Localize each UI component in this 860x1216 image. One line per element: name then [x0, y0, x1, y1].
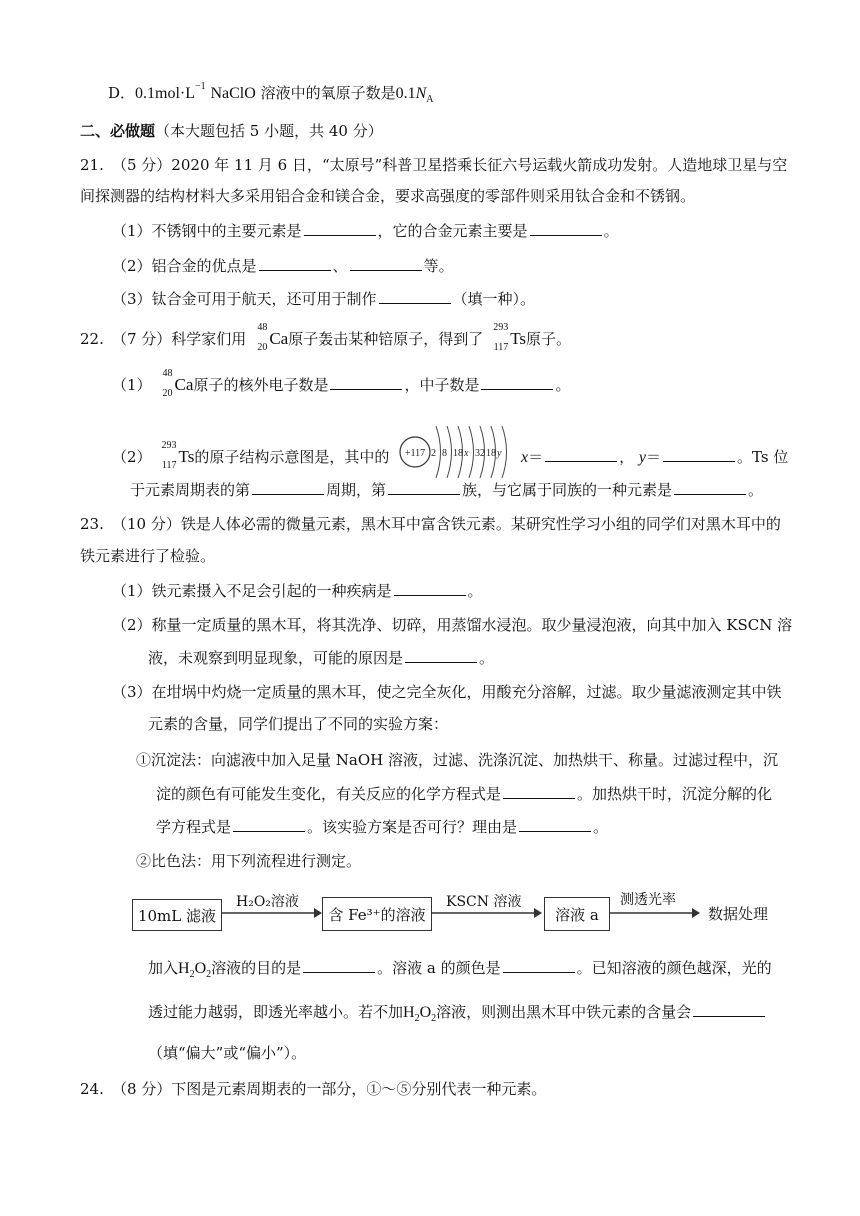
q23-p3-text: （3）在坩埚中灼烧一定质量的黑木耳，使之完全灰化，用酸充分溶解，过滤。取少量滤液测定其中铁	[112, 683, 782, 701]
avogadro-symbol: N	[415, 85, 427, 102]
arrow-icon	[432, 906, 542, 920]
answer-blank[interactable]	[259, 256, 331, 271]
answer-blank[interactable]	[503, 784, 575, 799]
q22-stem-text: （7 分）科学家们用	[112, 330, 247, 348]
answer-blank[interactable]	[379, 289, 451, 304]
q22-part1	[112, 368, 571, 399]
q21-part1	[112, 221, 619, 241]
q21-p3-end: （填一种）。	[452, 290, 536, 308]
flow-box-solution-a	[544, 897, 610, 931]
q23-part2-line2	[148, 648, 494, 668]
q21-part2	[112, 256, 454, 276]
q23-m2-text: ②比色法：用下列流程进行测定。	[136, 852, 362, 870]
h: H	[403, 1004, 415, 1021]
q23-a-text3: 。溶液 a 的颜色是	[377, 959, 501, 977]
calcium-nuclide	[152, 368, 174, 399]
answer-blank[interactable]	[388, 480, 460, 495]
h2o2-formula	[403, 1004, 437, 1025]
q22-p2-text4: 周期，第	[326, 481, 387, 499]
q23-stem-text: （10 分）铁是人体必需的微量元素，黑木耳中富含铁元素。某研究性学习小组的同学们对黑木耳中的	[112, 515, 781, 533]
element-symbol: Ca	[269, 329, 289, 348]
electron-shell-arc	[447, 426, 452, 478]
q21-p1-text2: ，它的合金元素主要是	[377, 222, 528, 240]
mass-number: 48	[162, 368, 173, 379]
answer-blank[interactable]	[252, 480, 324, 495]
q23-a-text: 加入	[148, 959, 179, 977]
arrow-label: H₂O₂溶液	[236, 894, 299, 910]
concentration: 0.1mol·L	[135, 85, 196, 102]
electron-shell-arc	[469, 426, 474, 478]
flow-box-filtrate	[132, 899, 222, 931]
sub2: 2	[189, 969, 195, 981]
answer-blank[interactable]	[503, 958, 575, 973]
q23-m1-text5: 。该实验方案是否可行？理由是	[307, 818, 518, 836]
variable-y: y	[638, 449, 646, 466]
q21-part3	[112, 289, 535, 309]
q22-part2-cont	[130, 480, 763, 500]
shell-electron-count: y	[497, 448, 502, 459]
section-title	[80, 121, 383, 141]
answer-blank[interactable]	[481, 375, 553, 390]
q23-method1-line1	[136, 750, 778, 770]
element-symbol: Ts	[510, 329, 527, 348]
q22-p2-text2: 。Ts 位	[737, 448, 789, 466]
arrow-label: KSCN 溶液	[446, 894, 522, 910]
q23-m1-text2: 淀的颜色有可能发生变化，有关反应的化学方程式是	[156, 785, 502, 803]
option-label: D．	[108, 84, 136, 102]
q24-stem	[80, 1079, 546, 1099]
tennessine-nuclide	[483, 322, 509, 353]
q23-part2-line1	[112, 615, 792, 635]
shell-electron-count: 2	[431, 448, 437, 459]
shell-electron-count: 18	[486, 448, 497, 459]
answer-blank[interactable]	[303, 958, 375, 973]
q22-part2	[112, 420, 788, 484]
atomic-number: 20	[257, 342, 268, 353]
shell-electron-count: 18	[453, 448, 464, 459]
q23-a-text4: 。已知溶液的颜色越深，光的	[576, 959, 772, 977]
shell-electron-count: 32	[475, 448, 486, 459]
comma: ，	[619, 448, 635, 466]
equals-sign: ＝	[645, 448, 661, 466]
q23-method2	[136, 851, 361, 871]
q23-part3-line1	[112, 682, 782, 702]
q23-method1-line2	[156, 784, 772, 804]
flow-box-label: 10mL 滤液	[137, 906, 217, 925]
q22-p2-text: 的原子结构示意图是，其中的	[194, 448, 390, 466]
tennessine-nuclide	[152, 440, 178, 471]
h2o2-formula	[178, 960, 212, 981]
section-heading: 二、必做题	[80, 122, 156, 140]
shell-electron-count: x	[464, 448, 469, 459]
calcium-nuclide	[246, 322, 268, 353]
atomic-number: 20	[162, 388, 173, 399]
q21-stem-text: （5 分）2020 年 11 月 6 日，“太原号”科普卫星搭乘长征六号运载火箭成功发射。人造地球卫星与空	[112, 156, 788, 174]
q22-p2-text3: 于元素周期表的第	[130, 481, 251, 499]
avogadro-subscript: A	[426, 94, 434, 105]
sub2: 2	[414, 1013, 420, 1025]
mass-number: 293	[493, 322, 509, 333]
q22-p1-label: （1）	[112, 376, 152, 394]
q22-p1-end: 。	[555, 376, 571, 394]
q21-stem-line1	[80, 155, 787, 175]
option-text: 溶液中的氧原子数是	[260, 84, 396, 102]
q23-answer-line1	[148, 958, 772, 985]
sub2: 2	[206, 969, 212, 981]
arrow-label: 测透光率	[620, 892, 676, 908]
shell-electron-count: 8	[442, 448, 448, 459]
answer-blank[interactable]	[545, 447, 617, 462]
q21-p3-text: （3）钛合金可用于航天，还可用于制作	[112, 290, 377, 308]
answer-blank[interactable]	[233, 817, 305, 832]
q21-p1-end: 。	[603, 222, 619, 240]
o: O	[419, 1004, 432, 1021]
q23-m1-text3: 。加热烘干时，沉淀分解的化	[577, 785, 773, 803]
answer-blank[interactable]	[394, 581, 466, 596]
q22-p1-text2: ，中子数是	[404, 376, 480, 394]
answer-blank[interactable]	[304, 221, 376, 236]
h: H	[178, 960, 190, 977]
question-number: 22.	[80, 330, 104, 348]
question-number: 23.	[80, 515, 104, 533]
q23-m1-text4: 学方程式是	[156, 818, 232, 836]
question-number: 24.	[80, 1080, 104, 1098]
equals-sign: ＝	[528, 448, 544, 466]
formula: NaClO	[210, 85, 256, 102]
atomic-number: 117	[161, 460, 177, 471]
q23-answer-line2	[148, 1002, 767, 1029]
q23-p3-text2: 元素的含量，同学们提出了不同的实验方案：	[148, 715, 449, 733]
arrow-icon	[610, 906, 700, 920]
q23-p2-end: 。	[479, 649, 495, 667]
element-symbol: Ca	[174, 375, 194, 394]
q23-part3-line2	[148, 714, 448, 734]
arrow-icon	[222, 906, 322, 920]
q22-stem-end: 原子。	[526, 330, 572, 348]
q21-p2-sep: 、	[332, 257, 348, 275]
answer-blank[interactable]	[350, 256, 422, 271]
q23-stem-line2	[80, 546, 215, 566]
data-processing: 数据处理	[708, 905, 769, 923]
answer-blank[interactable]	[405, 648, 477, 663]
question-number: 21.	[80, 156, 104, 174]
q23-part1	[112, 581, 483, 601]
value: 0.1	[395, 85, 416, 102]
atomic-structure-diagram	[397, 420, 513, 484]
electron-shell-arc	[502, 426, 507, 478]
q22-p2-label: （2）	[112, 448, 152, 466]
q22-p2-text5: 族，与它属于同族的一种元素是	[462, 481, 673, 499]
flow-box-label: 溶液 a	[555, 905, 599, 924]
answer-blank[interactable]	[663, 447, 735, 462]
q23-p1-end: 。	[467, 582, 483, 600]
sub2: 2	[431, 1013, 437, 1025]
flow-box-fe3	[322, 897, 432, 931]
q21-stem-text2: 间探测器的结构材料大多采用铝合金和镁合金，要求高强度的零部件则采用钛合金和不锈钢。	[80, 187, 696, 205]
atomic-number: 117	[493, 342, 509, 353]
q22-stem-text2: 原子轰击某种锫原子，得到了	[288, 330, 484, 348]
q22-p1-text: 原子的核外电子数是	[193, 376, 329, 394]
q23-a-text2: 溶液的目的是	[211, 959, 302, 977]
q23-method1-line3	[156, 817, 608, 837]
option-d	[108, 80, 433, 110]
q23-a-text5: 透过能力越弱，即透光率越小。若不加	[148, 1003, 404, 1021]
q22-p2-end: 。	[748, 481, 764, 499]
q22-stem	[80, 322, 572, 353]
q23-m1-end: 。	[593, 818, 609, 836]
q23-answer-line3	[148, 1043, 306, 1063]
answer-blank[interactable]	[530, 221, 602, 236]
electron-shell-arc	[436, 426, 441, 478]
exponent: −1	[195, 81, 206, 92]
q23-stem-line1	[80, 514, 781, 534]
answer-blank[interactable]	[693, 1002, 765, 1017]
answer-blank[interactable]	[674, 480, 746, 495]
mass-number: 48	[257, 322, 268, 333]
mass-number: 293	[161, 440, 177, 451]
q21-p1-text: （1）不锈钢中的主要元素是	[112, 222, 302, 240]
q21-p2-text: （2）铝合金的优点是	[112, 257, 257, 275]
variable-x: x	[520, 449, 529, 466]
answer-blank[interactable]	[330, 375, 402, 390]
q24-stem-text: （8 分）下图是元素周期表的一部分，①～⑤分别代表一种元素。	[112, 1080, 547, 1098]
q23-m1-text: ①沉淀法：向滤液中加入足量 NaOH 溶液，过滤、洗涤沉淀、加热烘干、称量。过滤过程中，沉	[136, 751, 778, 769]
element-symbol: Ts	[178, 447, 195, 466]
q23-p2-text2: 液，未观察到明显现象，可能的原因是	[148, 649, 404, 667]
nucleus-charge: +117	[405, 448, 426, 459]
q23-a-text7: （填“偏大”或“偏小”）。	[148, 1044, 307, 1062]
q23-p2-text: （2）称量一定质量的黑木耳，将其洗净、切碎，用蒸馏水浸泡。取少量浸泡液，向其中加入 KSCN 溶	[112, 616, 793, 634]
answer-blank[interactable]	[519, 817, 591, 832]
flow-end-label	[708, 903, 768, 924]
q23-a-text6: 溶液，则测出黑木耳中铁元素的含量会	[436, 1003, 692, 1021]
q21-stem-line2	[80, 186, 695, 206]
o: O	[194, 960, 207, 977]
section-note: （本大题包括 5 小题，共 40 分）	[155, 122, 383, 140]
q21-p2-end: 等。	[423, 257, 454, 275]
flow-box-label: 含 Fe³⁺的溶液	[328, 905, 426, 924]
q23-p1-text: （1）铁元素摄入不足会引起的一种疾病是	[112, 582, 392, 600]
q23-stem-text2: 铁元素进行了检验。	[80, 547, 216, 565]
